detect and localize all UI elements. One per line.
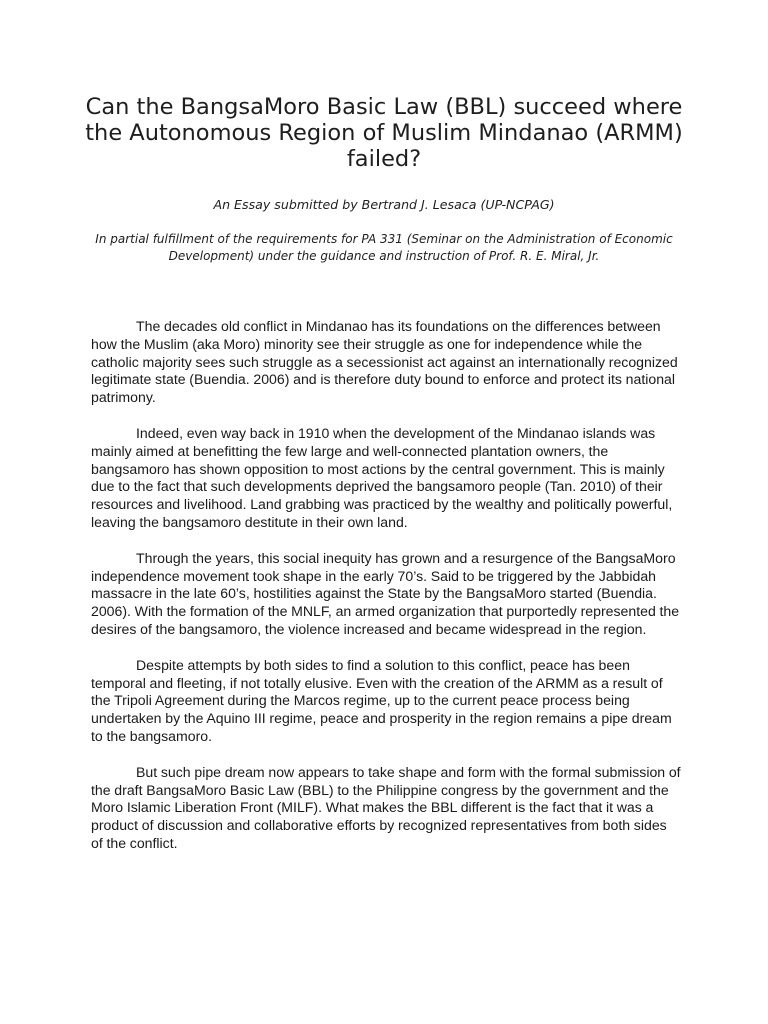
body-paragraph: Through the years, this social inequity has grown and a resurgence of the BangsaMoro independence movement took shape in the early 70’s. Said to be triggered by the Jabbidah massacre in the late 60’s, hostilities against the State by the BangsaMoro started (Buendia. 2006). With the formation of the MNLF, an armed organization that purportedly represented the desires of the bangsamoro, the violence increased and became widespread in the region.	[91, 549, 680, 637]
essay-title: Can the BangsaMoro Basic Law (BBL) succeed where the Autonomous Region of Muslim Mindanao (ARMM) failed?	[85, 94, 683, 172]
essay-body	[91, 318, 681, 871]
body-paragraph: Despite attempts by both sides to find a solution to this conflict, peace has been temporal and fleeting, if not totally elusive. Even with the creation of the ARMM as a result of the Tripoli Agreement during the Marcos regime, up to the current peace process being undertaken by the Aquino III regime, peace and prosperity in the region remains a pipe dream to the bangsamoro.	[91, 656, 672, 744]
essay-byline: An Essay submitted by Bertrand J. Lesaca (UP-NCPAG)	[213, 197, 555, 212]
body-paragraph: The decades old conflict in Mindanao has its foundations on the differences between how the Muslim (aka Moro) minority see their struggle as one for independence while the catholic majority sees such struggle as a secessionist act against an internationally recognized legitimate state (Buendia. 2006) and is therefore duty bound to enforce and protect its national patrimony.	[91, 318, 678, 406]
fulfillment-note: In partial fulfillment of the requirements for PA 331 (Seminar on the Administration of Economic Development) under the guidance and instruction of Prof. R. E. Miral, Jr.	[95, 232, 673, 263]
body-paragraph: But such pipe dream now appears to take shape and form with the formal submission of the draft BangsaMoro Basic Law (BBL) to the Philippine congress by the government and the Moro Islamic Liberation Front (MILF). What makes the BBL different is the fact that it was a product of discussion and collaborative efforts by recognized representatives from both sides of the conflict.	[91, 763, 681, 851]
body-paragraph: Indeed, even way back in 1910 when the development of the Mindanao islands was mainly aimed at benefitting the few large and well-connected plantation owners, the bangsamoro has shown opposition to most actions by the central government. This is mainly due to the fact that such developments deprived the bangsamoro people (Tan. 2010) of their resources and livelihood. Land grabbing was practiced by the wealthy and politically powerful, leaving the bangsamoro destitute in their own land.	[91, 424, 673, 530]
